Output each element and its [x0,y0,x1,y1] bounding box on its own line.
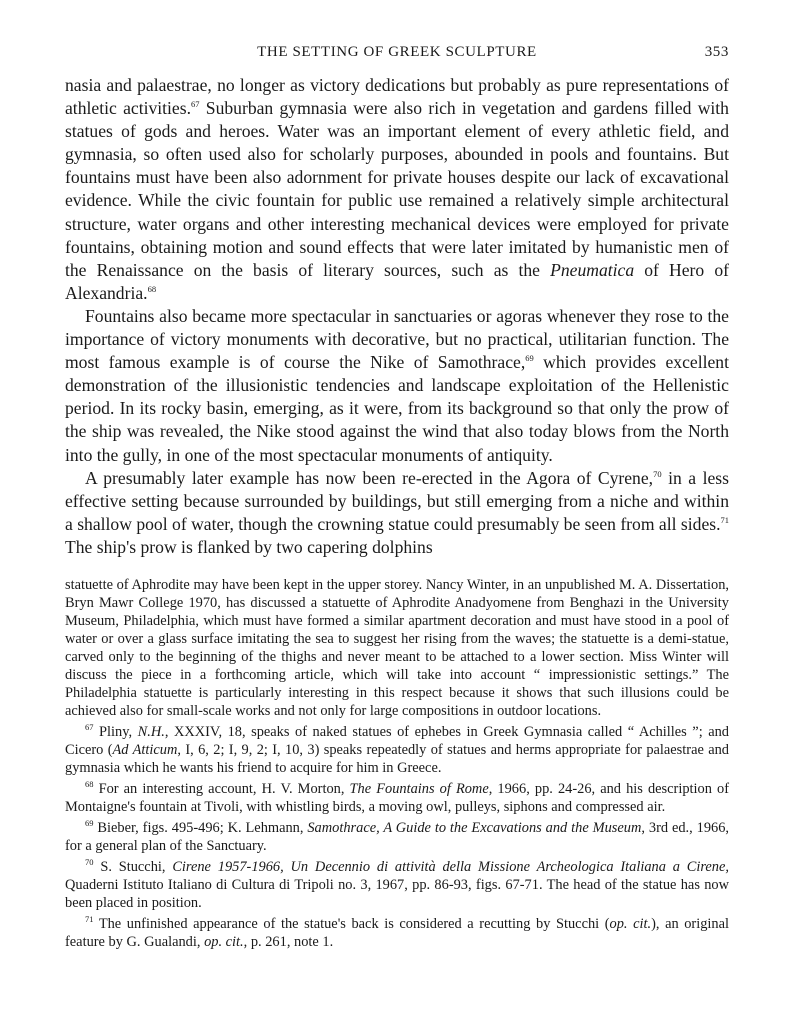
running-head [65,44,729,68]
footnote-69: $^{69}$ Bieber, figs. 495-496; K. Lehmann, Samothrace, A Guide to the Excavations and the Museum, 3rd ed., 1966, for a general plan of the Sanctuary. [65,818,730,854]
main-text [65,74,729,559]
footnote-ref-71[interactable]: 71 [720,514,729,525]
page-number: 353 [704,44,729,60]
paragraph-2: Fountains also became more spectacular in sanctuaries or agoras whenever they rose to the importance of victory monuments with decorative, but no practical, utilitarian function. The most famous example is of course the Nike of Samothrace,$^{69}$ which provides excellent demonstration of the illusionistic tendencies and landscape exploitation of the Hellenistic period. In its rocky basin, emerging, as it were, from its background so that only the prow of the ship was revealed, the Nike stood against the wind that also today blows from the North into the gully, in one of the most spectacular monuments of antiquity. [65,305,729,465]
paragraph-3: A presumably later example has now been re-erected in the Agora of Cyrene,$^{70}$ in a less effective setting because surrounded by buildings, but still emerging from a niche and within a shallow pool of water, though the crowning statue could presumably be seen from all sides.$^{71}$ The ship's prow is flanked by two capering dolphins [65,467,729,557]
footnote-ref-68[interactable]: 68 [147,283,157,294]
running-title: THE SETTING OF GREEK SCULPTURE [257,44,537,60]
footnote-70: $^{70}$ S. Stucchi, Cirene 1957-1966, Un Decennio di attività della Missione Archeologica Italiana a Cirene, Quaderni Istituto Italiano di Cultura di Tripoli no. 3, 1967, pp. 86-93, figs. 67-71. The head of the statue has now been placed in position. [65,857,729,911]
footnote-67: $^{67}$ Pliny, N.H., XXXIV, 18, speaks of naked statues of ephebes in Greek Gymnasia called “ Achilles ”; and Cicero (Ad Atticum, I, 6, 2; I, 9, 2; I, 10, 3) speaks repeatedly of statues and herms appropriate for palaestrae and gymnasia which he wants his friend to acquire for him in Greece. [65,722,730,776]
paragraph-1: nasia and palaestrae, no longer as victory dedications but probably as pure representations of athletic activities.$^{67}$ Suburban gymnasia were also rich in vegetation and gardens filled with statues of gods and heroes. Water was an important element of every athletic field, and gymnasia, so often used also for scholarly purposes, abounded in pools and fountains. But fountains must have been also adornment for private houses despite our lack of excavational evidence. While the civic fountain for public use remained a relatively simple architectural structure, water organs and other interesting mechanical devices were employed for private fountains, obtaining motion and sound effects that were later imitated by humanistic men of the Renaissance on the basis of literary sources, such as the Pneumatica of Hero of Alexandria.$^{68}$ [65,75,729,303]
footnote-ref-70[interactable]: 70 [653,468,662,479]
footnotes [65,576,729,954]
footnote-ref-67[interactable]: 67 [190,99,200,110]
footnote-71: $^{71}$ The unfinished appearance of the statue's back is considered a recutting by Stucchi (op. cit.), an original feature by G. Gualandi, op. cit., p. 261, note 1. [65,914,729,950]
footnote-ref-69[interactable]: 69 [525,353,534,364]
footnote-continuation: statuette of Aphrodite may have been kept in the upper storey. Nancy Winter, in an unpublished M. A. Dissertation, Bryn Mawr College 1970, has discussed a statuette of Aphrodite Anadyomene from Benghazi in the University Museum, Philadelphia, which must have formed a similar apartment decoration and must have stood in a pool of water or over a glass surface imitating the sea to suggest her rising from the waves; the statuette is a demi-statue, carved only to the beginning of the thighs and never meant to be attached to a lower section. Miss Winter will discuss the piece in a forthcoming article, which will take into account “ impressionistic settings.” The Philadelphia statuette is particularly interesting in this respect because it shows that such illusions could be achieved also for small-scale works and not only for large compositions in outdoor locations. [65,577,729,719]
footnote-68: $^{68}$ For an interesting account, H. V. Morton, The Fountains of Rome, 1966, pp. 24-26, and his description of Montaigne's fountain at Tivoli, with whistling birds, a moving owl, pulleys, siphons and compressed air. [65,779,729,815]
